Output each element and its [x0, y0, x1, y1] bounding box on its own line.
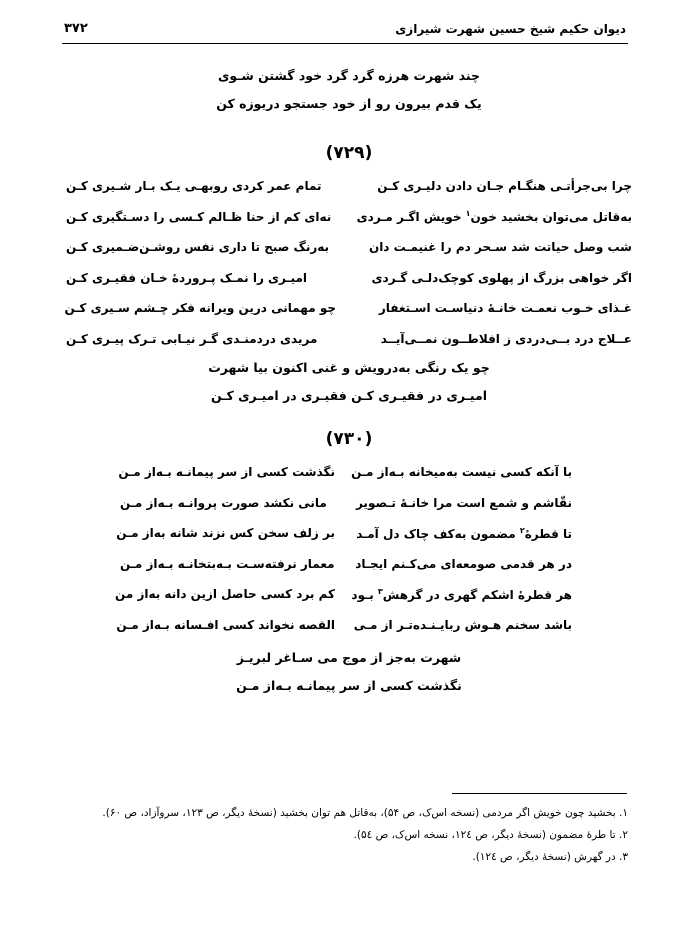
misra-second: نه‌ای کم از حنا ظـالم کـسی را دسـتگیری کـن: [66, 209, 332, 224]
misra-first: چرا بی‌جرأتـی هنگـام جـان دادن دلیـری کـن: [377, 179, 632, 194]
misra-second: کم برد کسی حاصل ازین دانه به‌از من: [115, 587, 335, 602]
misra-second: چو مهمانی درین ویرانه فکر چـشم سـیری کـن: [64, 301, 336, 316]
intro-line-2: یک قدم بیرون رو از خود جستجو دریوزه کن: [216, 96, 482, 111]
closing-line-2: نگذشت کسی از سر پیمانـه بـه‌از مـن: [236, 678, 462, 693]
misra-first: غـذای خـوب نعمـت خانـهٔ دنیاسـت اسـتغفار: [378, 301, 632, 316]
footnote-marker: ۳: [377, 586, 383, 596]
misra-first: در هر قدمی صومعه‌ای می‌کـنم ایجـاد: [355, 556, 572, 571]
footnote-3: ۳. در گهرش (نسخهٔ دیگر، ص ۱۲٤).: [472, 851, 628, 863]
misra-second: بر زلف سخن کس نزند شانه به‌از مـن: [116, 526, 335, 541]
misra-first: شب وصل حیاتت شد سـحر دم را غنیمـت دان: [368, 240, 632, 255]
misra-first: تا قطرهٔ$^۲$ مضمون به‌کف چاک دل آمـد: [356, 525, 572, 541]
bayt: [66, 202, 632, 233]
poem-number-730: (۷۳۰): [325, 429, 373, 449]
misra-second: امیـری را نمـک پـروردهٔ خـان فقیـری کـن: [66, 270, 308, 285]
closing-line-1: چو یک رنگی به‌درویش و غنی اکنون بیا شهرت: [208, 360, 490, 375]
misra-second: القصه نخواند کسی افـسانه بـه‌از مـن: [116, 617, 335, 632]
closing-line-2: امیـری در فقیـری کـن فقیـری در امیـری کـن: [210, 388, 488, 403]
bayt: [120, 488, 572, 519]
bayt: [66, 171, 632, 202]
misra-second: مریدی دردمنـدی گـر نیـابی تـرک پیـری کـن: [66, 331, 318, 346]
bayt: [116, 518, 572, 549]
footnotes: [62, 802, 628, 868]
footnote-1: ۱. بخشید چون خویش اگر مردمی (نسخه اس‌ک، ص ۵۴)، به‌قاتل هم توان بخشید (نسخهٔ دیگر، ص ۱۲۳، سروآزاد، ص ۶۰).: [102, 807, 628, 819]
misra-second: مانی نکشد صورت پروانـه بـه‌از مـن: [120, 495, 327, 510]
misra-second: تمام عمر کردی روبهـی یـک بـار شـیری کـن: [66, 179, 322, 194]
misra-second: به‌رنگ صبح تا داری نفس روشـن‌ضـمیری کـن: [66, 240, 330, 255]
footnote-2: ۲. تا طرهٔ مضمون (نسخهٔ دیگر، ص ۱۲٤، نسخه اس‌ک، ص ۵٤).: [353, 829, 628, 841]
bayt: [120, 549, 572, 580]
bayt: [66, 232, 632, 263]
closing-line-1: شهرت به‌جز از موج می سـاغر لبریـز: [236, 650, 462, 665]
bayt: [66, 263, 632, 294]
poem-730-bayts: [115, 457, 572, 640]
bayt: [116, 610, 572, 641]
poem-730-closing: [0, 644, 698, 700]
poem-729-bayts: [66, 171, 632, 354]
misra-first: اگر خواهی بزرگ از پهلوی کوچک‌دلـی گـردی: [371, 270, 632, 285]
footnote-separator: [452, 793, 627, 794]
misra-second: معمار نرفته‌سـت بـه‌بتخانـه بـه‌از مـن: [120, 556, 335, 571]
book-title: دیوان حکیم شیخ حسین شهرت شیرازی: [395, 21, 626, 36]
misra-first: به‌قاتل می‌توان بخشید خون$^۱$ خویش اگـر مـردی: [356, 209, 632, 225]
intro-line-1: چند شهرت هرزه گرد گرد خود گشتن شـوی: [217, 68, 481, 83]
misra-first: نقّاشم و شمع است مرا خانـهٔ تـصویر: [355, 495, 572, 510]
misra-first: هر قطرهٔ اشکم گهری در گرهش$^۳$ بـود: [351, 586, 572, 602]
bayt: [66, 293, 632, 324]
intro-couplet: [0, 62, 698, 118]
misra-second: نگذشت کسی از سر پیمانـه بـه‌از مـن: [118, 465, 335, 480]
footnote-marker: ۱: [465, 209, 471, 219]
footnote-marker: ۲: [519, 525, 525, 535]
poem-729-closing: [0, 354, 698, 410]
poem-number-729: (۷۲۹): [325, 143, 373, 163]
misra-first: باشد سخنم هـوش ربایـنـده‌تـر از مـی: [353, 617, 572, 632]
misra-first: با آنکه کسی نیست به‌میخانه بـه‌از مـن: [351, 465, 572, 480]
bayt: [115, 579, 572, 610]
page-number: ۳۷۲: [64, 21, 88, 36]
misra-first: عــلاج درد بــی‌دردی ز افلاطــون نمــی‌آیــد: [380, 331, 632, 346]
bayt: [66, 324, 632, 355]
bayt: [120, 457, 572, 488]
running-header: [62, 14, 628, 44]
